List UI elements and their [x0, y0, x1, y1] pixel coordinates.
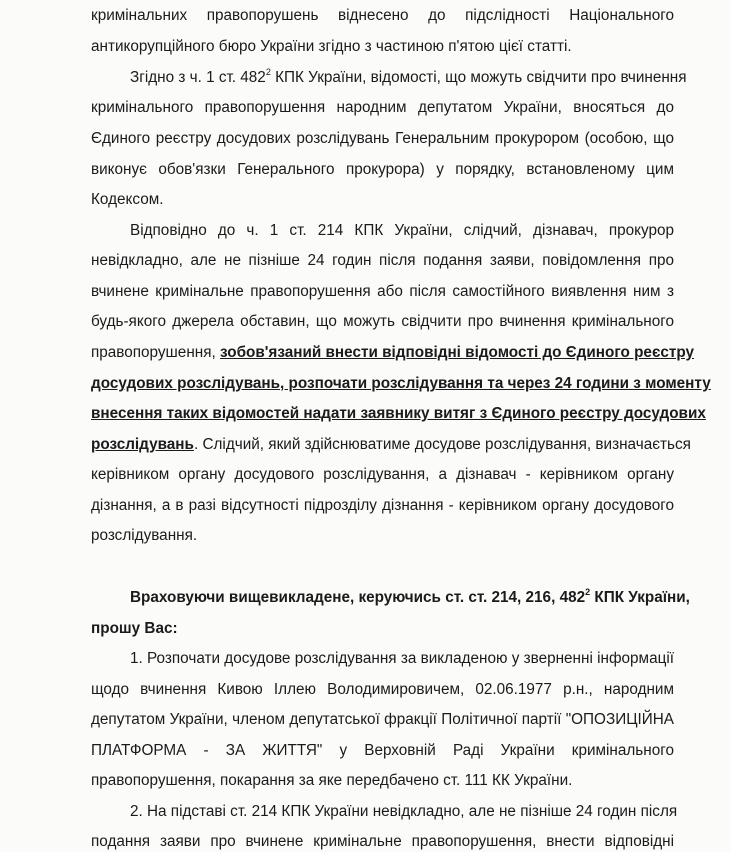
text-line: щодо вчинення Кивою Іллею Володимировичем, 02.06.1977 р.н., народним — [91, 681, 674, 698]
text-line: розслідування. — [91, 527, 198, 544]
text-line: прошу Вас: — [91, 620, 178, 637]
superscript: 2 — [265, 67, 271, 77]
text-line: керівником органу досудового розслідування, а дізнавач - керівником органу — [91, 466, 674, 483]
text-line: 1. Розпочати досудове розслідування за викладеною у зверненні інформації — [130, 650, 674, 667]
text-line: депутатом України, членом депутатської фракції Політичної партії "ОПОЗИЦІЙНА — [91, 711, 674, 728]
text-line: подання заяви про вчинене кримінальне правопорушення, внести відповідні — [91, 833, 674, 850]
text-line — [91, 374, 711, 394]
text-line: Відповідно до ч. 1 ст. 214 КПК України, слідчий, дізнавач, прокурор — [130, 222, 674, 239]
emphasized-text: внесення таких відомостей надати заявнику витяг з Єдиного реєстру досудових — [91, 405, 706, 422]
text-line: 2. На підставі ст. 214 КПК України невідкладно, але не пізніше 24 годин після — [130, 803, 678, 820]
text-line — [91, 404, 706, 424]
text-line: Єдиного реєстру досудових розслідувань Генеральним прокурором (особою, що — [91, 130, 674, 147]
text-line: Кодексом. — [91, 191, 164, 208]
text-line: будь-якого джерела обставин, що можуть свідчити про вчинення кримінального — [91, 313, 674, 330]
text-fragment: КПК України, — [590, 589, 690, 606]
text-fragment: Згідно з ч. 1 ст. 482 — [130, 69, 266, 86]
text-fragment: правопорушення, — [91, 344, 220, 361]
text-line: кримінальних правопорушень віднесено до підслідності Національного — [91, 7, 674, 24]
text-line — [130, 67, 687, 88]
text-line: невідкладно, але не пізніше 24 годин після подання заяви, повідомлення про — [91, 252, 674, 269]
text-line: ПЛАТФОРМА - ЗА ЖИТТЯ" у Верховній Раді України кримінального — [91, 742, 674, 759]
text-line: антикорупційного бюро України згідно з частиною п'ятою цієї статті. — [91, 38, 572, 55]
text-line — [91, 435, 691, 455]
text-line — [130, 587, 690, 608]
text-line: дізнання, а в разі відсутності підрозділу дізнання - керівником органу досудового — [91, 497, 674, 514]
text-line: вчинене кримінальне правопорушення або після самостійного виявлення ним з — [91, 283, 674, 300]
text-line: правопорушення, покарання за яке передбачено ст. 111 КК України. — [91, 772, 573, 789]
superscript: 2 — [585, 587, 591, 597]
text-line: виконує обов'язки Генерального прокурора) у порядку, встановленому цим — [91, 161, 674, 178]
emphasized-text: досудових розслідувань, розпочати розслідування та через 24 години з моменту — [91, 375, 711, 392]
text-fragment: КПК України, відомості, що можуть свідчити про вчинення — [270, 69, 687, 86]
text-fragment: Враховуючи вищевикладене, керуючись ст. ст. 214, 216, 482 — [130, 589, 586, 606]
emphasized-text: зобов'язаний внести відповідні відомості до Єдиного реєстру — [220, 344, 695, 361]
text-fragment: . Слідчий, який здійснюватиме досудове розслідування, визначається — [193, 436, 691, 453]
text-line — [91, 343, 695, 363]
text-line: кримінального правопорушення народним депутатом України, вносяться до — [91, 99, 674, 116]
emphasized-text: розслідувань — [91, 436, 194, 453]
